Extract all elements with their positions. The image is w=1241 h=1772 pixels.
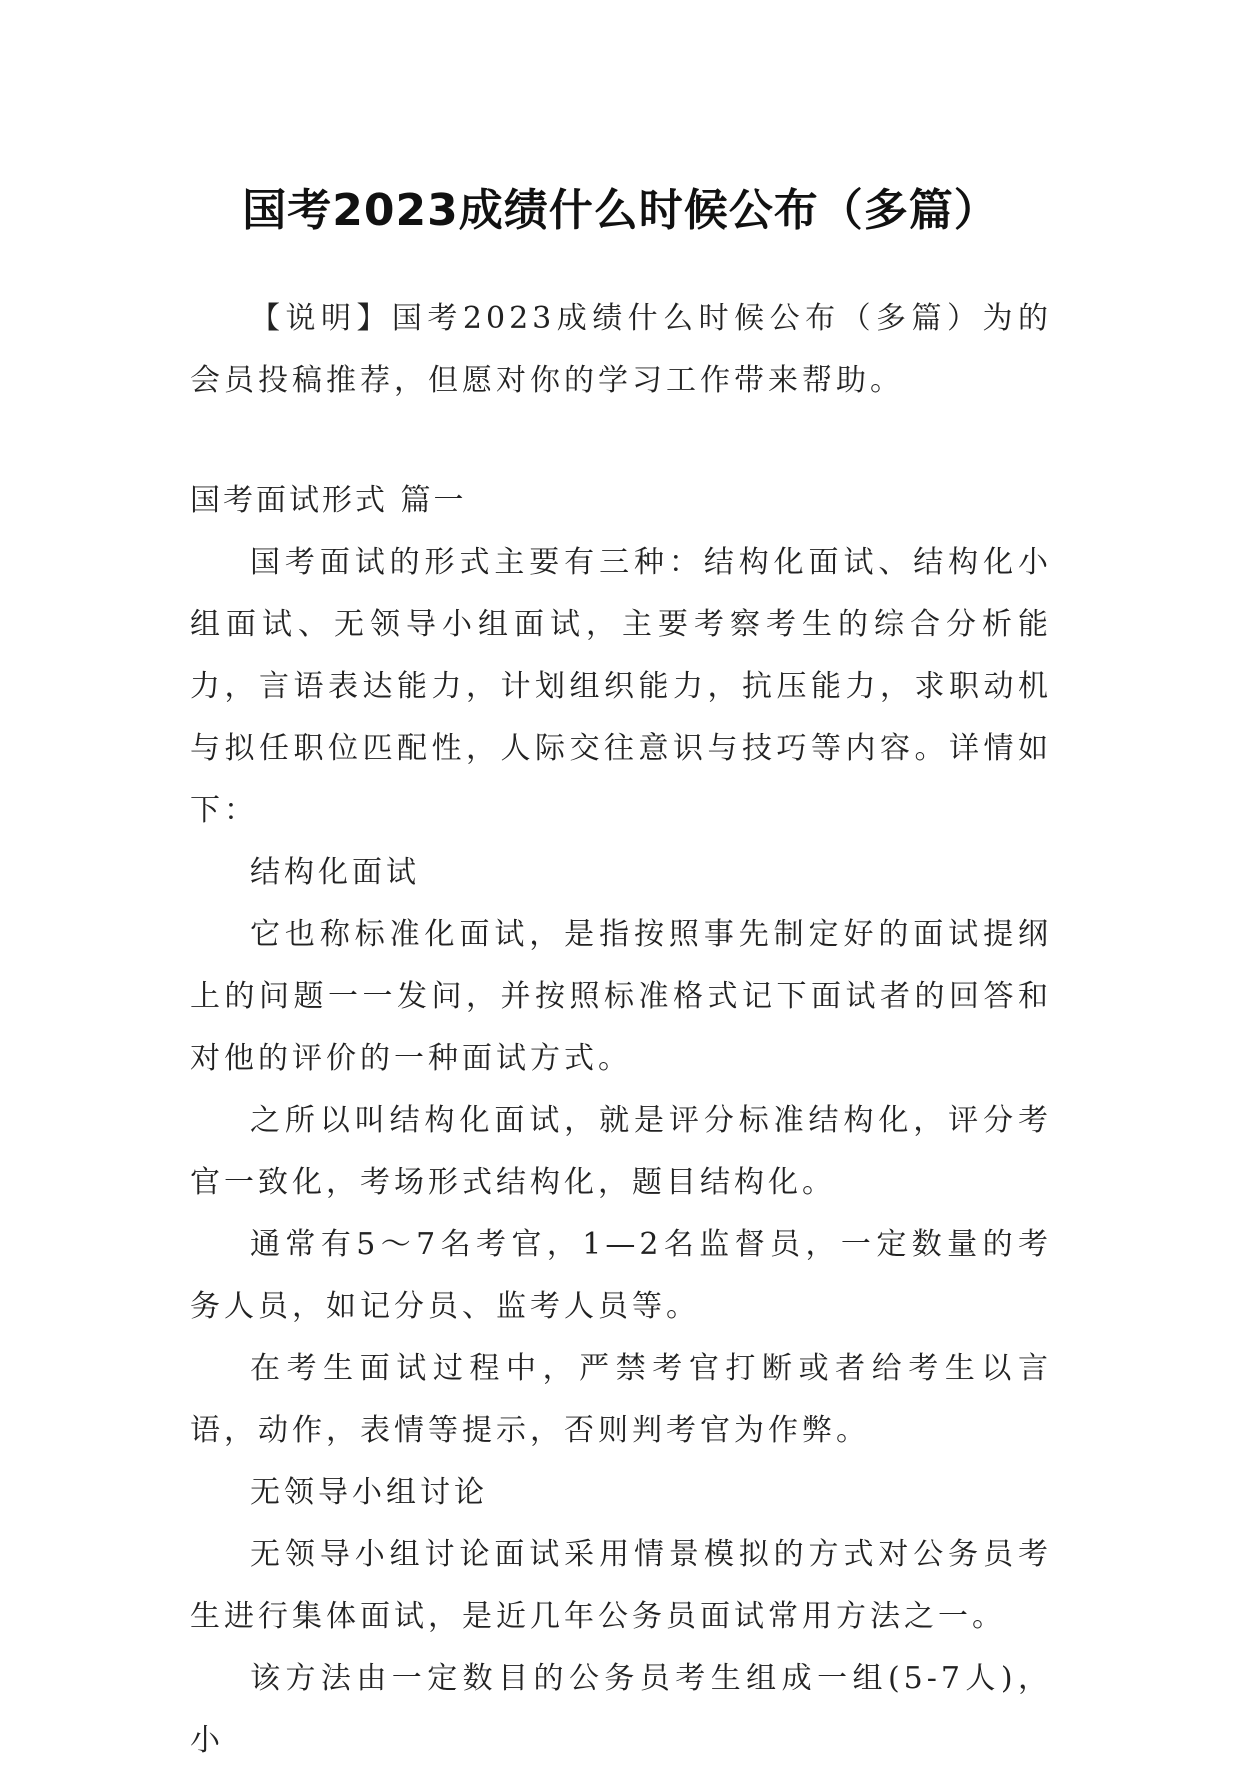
section-heading: 国考面试形式 篇一 [190, 483, 467, 518]
body-paragraph: 无领导小组讨论面试采用情景模拟的方式对公务员考生进行集体面试，是近几年公务员面试常用方法之一。 [190, 1537, 1052, 1634]
body-paragraph: 该方法由一定数目的公务员考生组成一组(5-7人)，小 [190, 1661, 1052, 1758]
body-paragraph: 国考面试的形式主要有三种：结构化面试、结构化小组面试、无领导小组面试，主要考察考生的综合分析能力，言语表达能力，计划组织能力，抗压能力，求职动机与拟任职位匹配性，人际交往意识与技巧等内容。详情如下： [190, 545, 1052, 828]
intro-paragraph: 【说明】国考2023成绩什么时候公布（多篇）为的会员投稿推荐，但愿对你的学习工作带来帮助。 [190, 301, 1052, 398]
body-paragraph: 之所以叫结构化面试，就是评分标准结构化，评分考官一致化，考场形式结构化，题目结构化。 [190, 1103, 1052, 1200]
subheading-structured-interview: 结构化面试 [250, 855, 420, 890]
body-paragraph: 通常有5～7名考官，1—2名监督员，一定数量的考务人员，如记分员、监考人员等。 [190, 1227, 1052, 1324]
subheading-leaderless-group: 无领导小组讨论 [250, 1475, 488, 1510]
section-spacer [190, 412, 1052, 470]
document-title: 国考2023成绩什么时候公布（多篇） [242, 185, 999, 237]
document-body [190, 288, 1052, 1772]
body-paragraph: 它也称标准化面试，是指按照事先制定好的面试提纲上的问题一一发问，并按照标准格式记下面试者的回答和对他的评价的一种面试方式。 [190, 917, 1052, 1076]
body-paragraph: 在考生面试过程中，严禁考官打断或者给考生以言语，动作，表情等提示，否则判考官为作弊。 [190, 1351, 1052, 1448]
